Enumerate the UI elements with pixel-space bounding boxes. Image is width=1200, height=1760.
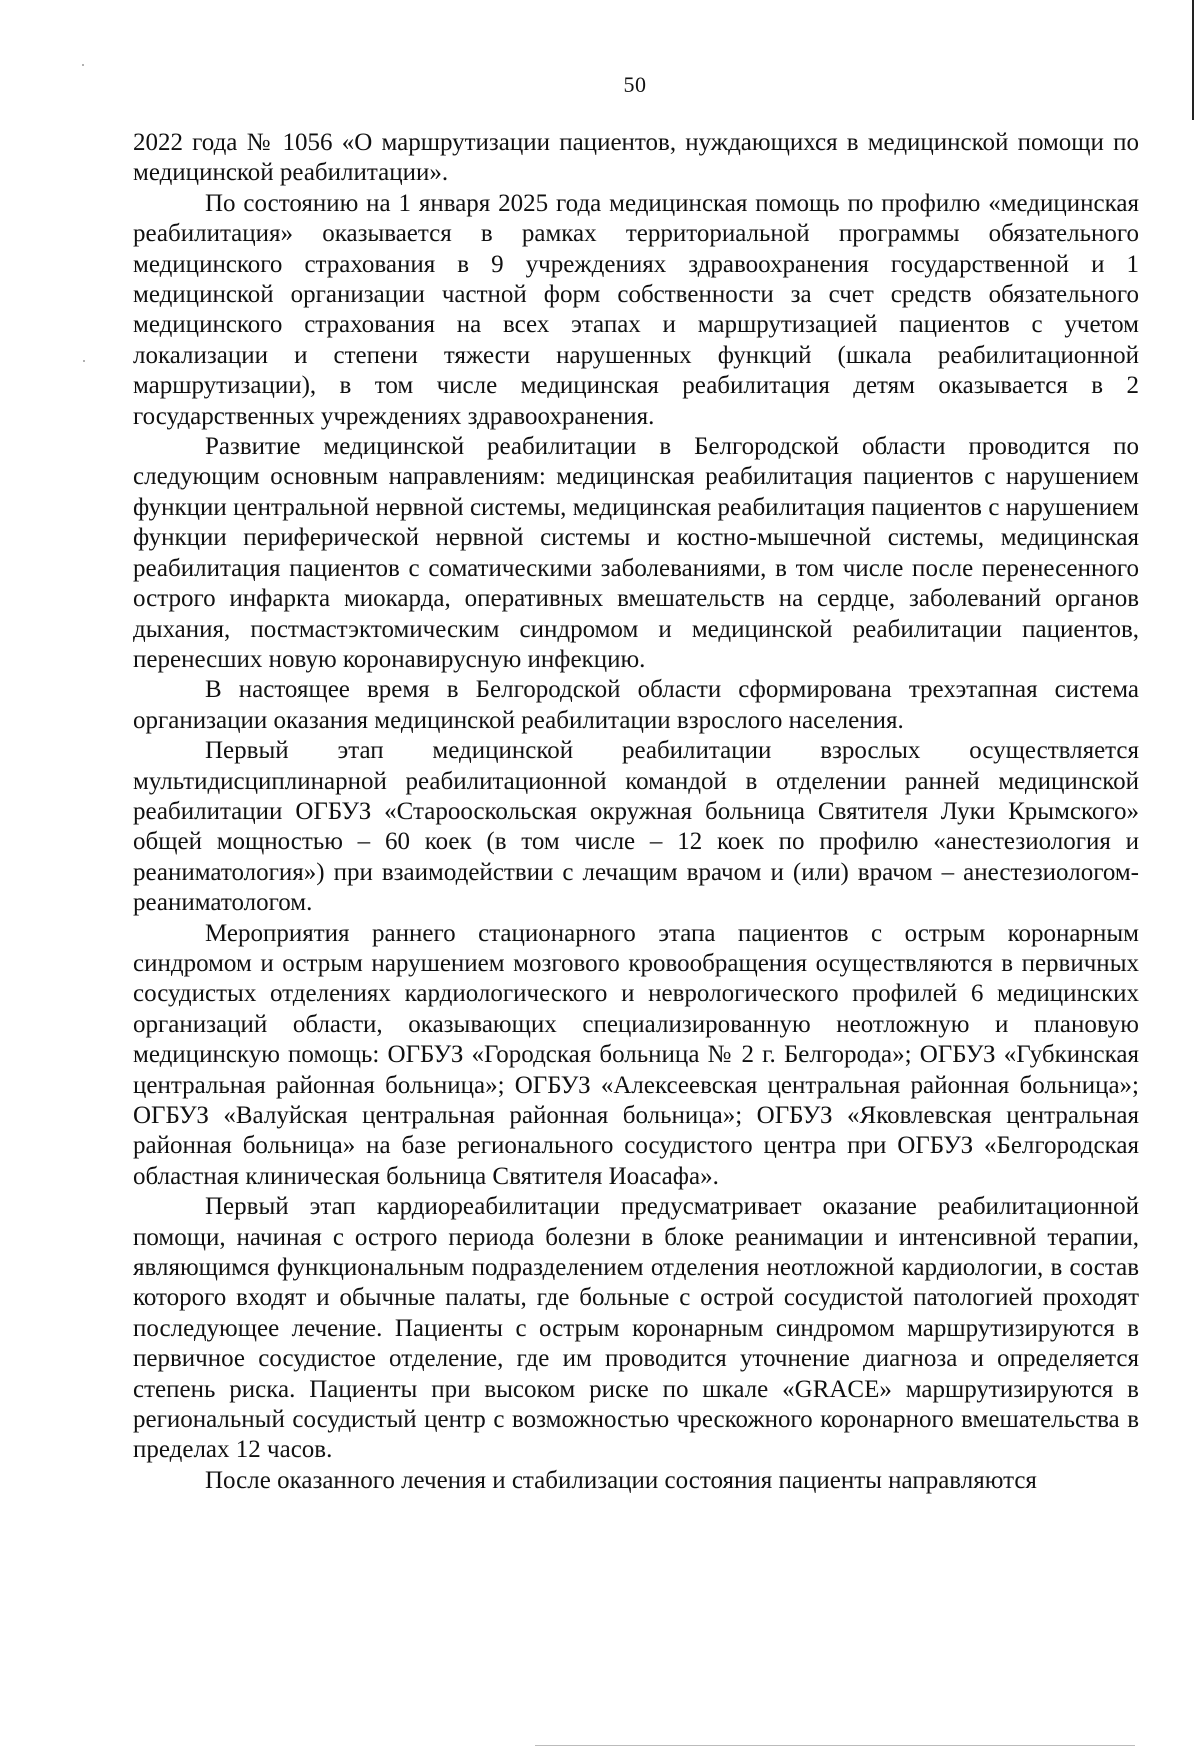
paragraph: После оказанного лечения и стабилизации состояния пациенты направляются bbox=[205, 1466, 1037, 1494]
paragraph: Первый этап медицинской реабилитации взрослых осуществляется мультидисциплинарной реабилитационной командой в отделении ранней медицинской реабилитации ОГБУЗ «Старооскольская окружная больница Святителя Луки Крымского» общей мощностью – 60 коек (в том числе – 12 коек по профилю «анестезиология и реаниматология») при взаимодействии с лечащим врачом и (или) врачом – анестезиологом-реаниматологом. bbox=[133, 737, 1139, 917]
paragraph: Первый этап кардиореабилитации предусматривает оказание реабилитационной помощи, начиная с острого периода болезни в блоке реанимации и интенсивной терапии, являющимся функциональным подразделением отделения неотложной кардиологии, в состав которого входят и обычные палаты, где больные с острой сосудистой патологией проходят последующее лечение. Пациенты с острым коронарным синдромом маршрутизируются в первичное сосудистое отделение, где им проводится уточнение диагноза и определяется степень риска. Пациенты при высоком риске по шкале «GRACE» маршрутизируются в региональный сосудистый центр с возможностью чрескожного коронарного вмешательства в пределах 12 часов. bbox=[133, 1193, 1139, 1464]
paragraph: В настоящее время в Белгородской области сформирована трехэтапная система организации оказания медицинской реабилитации взрослого населения. bbox=[133, 676, 1139, 734]
scan-speck bbox=[82, 64, 84, 66]
paragraph: Развитие медицинской реабилитации в Белгородской области проводится по следующим основным направлениям: медицинская реабилитация пациентов с нарушением функции центральной нервной системы, медицинская реабилитация пациентов с нарушением функции периферической нервной системы и костно-мышечной системы, медицинская реабилитация пациентов с соматическими заболеваниями, в том числе после перенесенного острого инфаркта миокарда, оперативных вмешательств на сердце, заболеваний органов дыхания, постмастэктомическим синдромом и медицинской реабилитации пациентов, перенесших новую коронавирусную инфекцию. bbox=[133, 433, 1139, 673]
document-body bbox=[133, 128, 1139, 1496]
scan-speck bbox=[83, 360, 85, 362]
page-number: 50 bbox=[623, 72, 647, 97]
paragraph: 2022 года № 1056 «О маршрутизации пациентов, нуждающихся в медицинской помощи по медицинской реабилитации». bbox=[133, 129, 1139, 187]
paragraph: Мероприятия раннего стационарного этапа пациентов с острым коронарным синдромом и острым нарушением мозгового кровообращения осуществляются в первичных сосудистых отделениях кардиологического и неврологического профилей 6 медицинских организаций области, оказывающих специализированную неотложную и плановую медицинскую помощь: ОГБУЗ «Городская больница № 2 г. Белгорода»; ОГБУЗ «Губкинская центральная районная больница»; ОГБУЗ «Алексеевская центральная районная больница»; ОГБУЗ «Валуйская центральная районная больница»; ОГБУЗ «Яковлевская центральная районная больница» на базе регионального сосудистого центра при ОГБУЗ «Белгородская областная клиническая больница Святителя Иоасафа». bbox=[133, 919, 1139, 1190]
paragraph: По состоянию на 1 января 2025 года медицинская помощь по профилю «медицинская реабилитация» оказывается в рамках территориальной программы обязательного медицинского страхования в 9 учреждениях здравоохранения государственной и 1 медицинской организации частной форм собственности за счет средств обязательного медицинского страхования на всех этапах и маршрутизацией пациентов с учетом локализации и степени тяжести нарушенных функций (шкала реабилитационной маршрутизации), в том числе медицинская реабилитация детям оказывается в 2 государственных учреждениях здравоохранения. bbox=[133, 189, 1139, 430]
scan-edge-line bbox=[1192, 0, 1194, 120]
scan-bottom-line bbox=[535, 1745, 1135, 1746]
